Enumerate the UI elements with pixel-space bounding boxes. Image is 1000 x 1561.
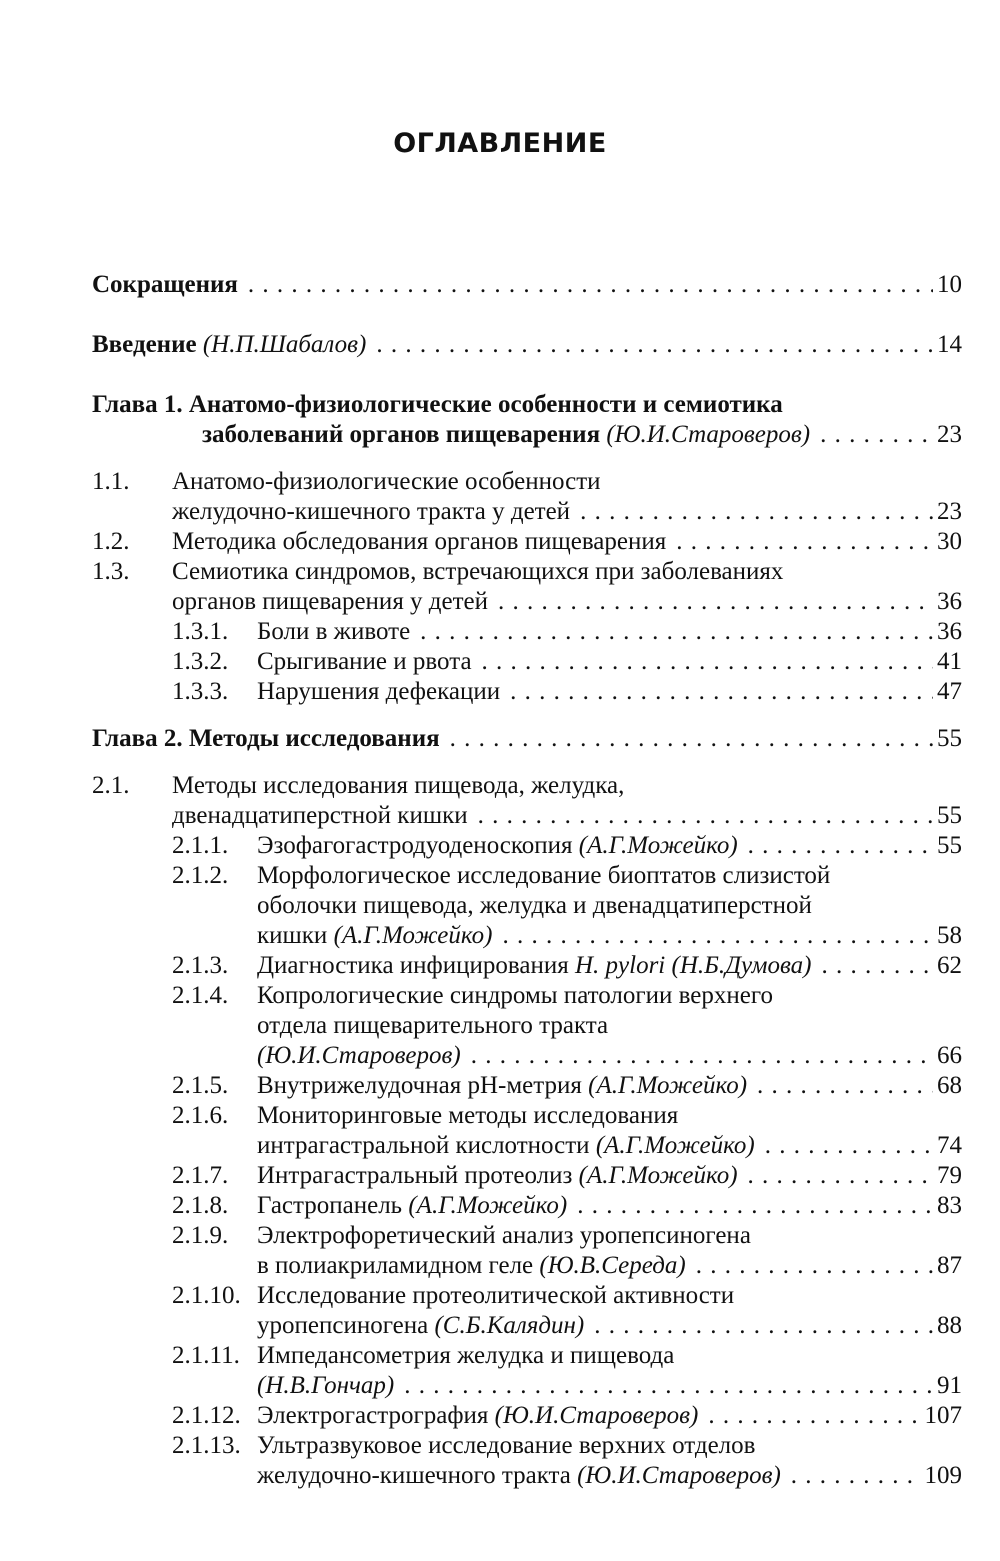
page-number: 55 [937,802,962,829]
toc-subsection-2-1-1[interactable] [92,831,962,861]
toc-subsection-2-1-2[interactable] [92,861,962,951]
toc-subsection-2-1-4[interactable] [92,981,962,1071]
leader-dots [478,801,933,831]
toc-entry-abbreviations[interactable] [92,270,962,300]
entry-author: (С.Б.Калядин) [434,1312,585,1339]
page-number: 36 [937,588,962,615]
section-number: 2.1.12. [172,1402,241,1429]
leader-dots [748,1161,933,1191]
leader-dots [450,724,933,754]
chapter-title-line: Глава 2. Методы исследования [92,725,440,752]
entry-author: (А.Г.Можейко) [408,1192,568,1219]
section-number: 2.1. [92,772,130,799]
page-number: 23 [937,421,962,448]
entry-label: Методы исследования пищевода, желудка, [172,772,625,799]
page-number: 58 [937,922,962,949]
section-number: 2.1.1. [172,832,229,859]
leader-dots [757,1071,933,1101]
leader-dots [821,951,933,981]
entry-label: Эзофагогастродуоденоскопия [257,832,573,859]
entry-label: Импедансометрия желудка и пищевода [257,1342,675,1369]
entry-label: Электрофоретический анализ уропепсиногена [257,1222,751,1249]
toc-subsection-2-1-3[interactable] [92,951,962,981]
entry-label: Анатомо-физиологические особенности [172,468,601,495]
entry-author: (Ю.И.Староверов) [257,1042,461,1069]
entry-author: (Ю.И.Староверов) [494,1402,699,1429]
toc-subsection-2-1-12[interactable] [92,1401,962,1431]
page-title: ОГЛАВЛЕНИЕ [393,128,607,159]
toc-subsection-2-1-6[interactable] [92,1101,962,1161]
toc-subsection-1-3-3[interactable] [92,677,962,707]
leader-dots [748,831,933,861]
leader-dots [708,1401,920,1431]
page-number: 109 [924,1462,962,1489]
entry-label: органов пищеварения у детей [172,588,489,615]
page-number: 66 [937,1042,962,1069]
leader-dots [820,420,933,450]
entry-label: Семиотика синдромов, встречающихся при заболеваниях [172,558,784,585]
entry-label: Боли в животе [257,618,411,645]
leader-dots [376,330,933,360]
leader-dots [471,1041,933,1071]
entry-label: кишки [257,922,328,949]
entry-author: (А.Г.Можейко) [588,1072,748,1099]
toc-subsection-2-1-7[interactable] [92,1161,962,1191]
page-number: 74 [937,1132,962,1159]
entry-label: Мониторинговые методы исследования [257,1102,679,1129]
page-number: 36 [937,618,962,645]
leader-dots [676,527,933,557]
page-number: 91 [937,1372,962,1399]
leader-dots [696,1251,933,1281]
toc-entry-introduction[interactable] [92,330,962,360]
entry-label: интрагастральной кислотности [257,1132,590,1159]
toc-section-2-1[interactable] [92,771,962,831]
leader-dots [502,921,933,951]
entry-author: (Ю.И.Староверов) [606,421,811,448]
entry-author: (А.Г.Можейко) [578,832,738,859]
page-number: 10 [937,271,962,298]
entry-label: уропепсиногена [257,1312,429,1339]
page-number: 41 [937,648,962,675]
entry-label: двенадцатиперстной кишки [172,802,468,829]
section-number: 2.1.13. [172,1432,241,1459]
toc-subsection-2-1-10[interactable] [92,1281,962,1341]
page-number: 55 [937,832,962,859]
entry-author: (Ю.И.Староверов) [577,1462,781,1489]
chapter-title-line: Глава 1. Анатомо-физиологические особенности и семиотика [92,391,783,418]
leader-dots [580,497,933,527]
entry-author: (Н.В.Гончар) [257,1372,395,1399]
toc-chapter-2[interactable] [92,724,962,754]
section-number: 1.3. [92,558,130,585]
page-number: 87 [937,1252,962,1279]
toc-section-1-3[interactable] [92,557,962,617]
leader-dots [765,1131,933,1161]
section-number: 2.1.7. [172,1162,229,1189]
toc-section-1-1[interactable] [92,467,962,527]
section-number: 1.2. [92,528,130,555]
section-number: 1.3.2. [172,648,229,675]
entry-label: Копрологические синдромы патологии верхнего [257,982,774,1009]
toc-section-1-2[interactable] [92,527,962,557]
page-number: 68 [937,1072,962,1099]
chapter-title-line: заболеваний органов пищеварения [202,421,601,448]
page-number: 55 [937,725,962,752]
page-number: 79 [937,1162,962,1189]
page-number: 83 [937,1192,962,1219]
entry-author: (А.Г.Можейко) [595,1132,755,1159]
section-number: 1.3.1. [172,618,229,645]
entry-author: (А.Г.Можейко) [578,1162,738,1189]
leader-dots [420,617,933,647]
section-number: 2.1.8. [172,1192,229,1219]
entry-label: Сокращения [92,271,238,298]
entry-label: Внутрижелудочная рН-метрия [257,1072,582,1099]
page-number: 47 [937,678,962,705]
leader-dots [404,1371,933,1401]
page-number: 23 [937,498,962,525]
leader-dots [498,587,933,617]
leader-dots [594,1311,933,1341]
entry-label: Нарушения дефекации [257,678,501,705]
page-number: 62 [937,952,962,979]
section-number: 2.1.5. [172,1072,229,1099]
toc-subsection-1-3-2[interactable] [92,647,962,677]
entry-author: (Н.П.Шабалов) [202,331,367,358]
leader-dots [577,1191,933,1221]
entry-label: Ультразвуковое исследование верхних отделов [257,1432,756,1459]
toc-subsection-2-1-8[interactable] [92,1191,962,1221]
entry-italic-term: H. pylori [574,952,666,979]
page-number: 107 [924,1402,962,1429]
entry-label: Электрогастрография [257,1402,489,1429]
entry-label: отдела пищеварительного тракта [257,1012,609,1039]
table-of-contents [92,270,962,1491]
section-number: 2.1.4. [172,982,229,1009]
section-number: 1.1. [92,468,130,495]
entry-author: (Н.Б.Думова) [671,952,812,979]
entry-label: Гастропанель [257,1192,403,1219]
leader-dots [248,270,933,300]
toc-subsection-2-1-9[interactable] [92,1221,962,1281]
page-number: 30 [937,528,962,555]
entry-label: желудочно-кишечного тракта у детей [172,498,571,525]
entry-author: (А.Г.Можейко) [333,922,493,949]
section-number: 2.1.11. [172,1342,240,1369]
section-number: 2.1.10. [172,1282,241,1309]
toc-subsection-2-1-5[interactable] [92,1071,962,1101]
entry-label: Введение [92,331,197,358]
entry-label: Диагностика инфицирования [257,952,569,979]
entry-label: в полиакриламидном геле [257,1252,534,1279]
entry-label: Срыгивание и рвота [257,648,472,675]
page-number: 14 [937,331,962,358]
toc-subsection-1-3-1[interactable] [92,617,962,647]
section-number: 2.1.3. [172,952,229,979]
entry-label: Методика обследования органов пищеварения [172,528,667,555]
entry-author: (Ю.В.Середа) [539,1252,686,1279]
leader-dots [510,677,933,707]
section-number: 2.1.9. [172,1222,229,1249]
toc-chapter-1[interactable] [92,390,962,450]
entry-label: Морфологическое исследование биоптатов слизистой [257,862,831,889]
page-number: 88 [937,1312,962,1339]
leader-dots [482,647,933,677]
leader-dots [791,1461,921,1491]
section-number: 1.3.3. [172,678,229,705]
toc-subsection-2-1-11[interactable] [92,1341,962,1401]
toc-subsection-2-1-13[interactable] [92,1431,962,1491]
entry-label: желудочно-кишечного тракта [257,1462,571,1489]
entry-label: Исследование протеолитической активности [257,1282,735,1309]
entry-label: оболочки пищевода, желудка и двенадцатиперстной [257,892,812,919]
entry-label: Интрагастральный протеолиз [257,1162,573,1189]
section-number: 2.1.2. [172,862,229,889]
section-number: 2.1.6. [172,1102,229,1129]
